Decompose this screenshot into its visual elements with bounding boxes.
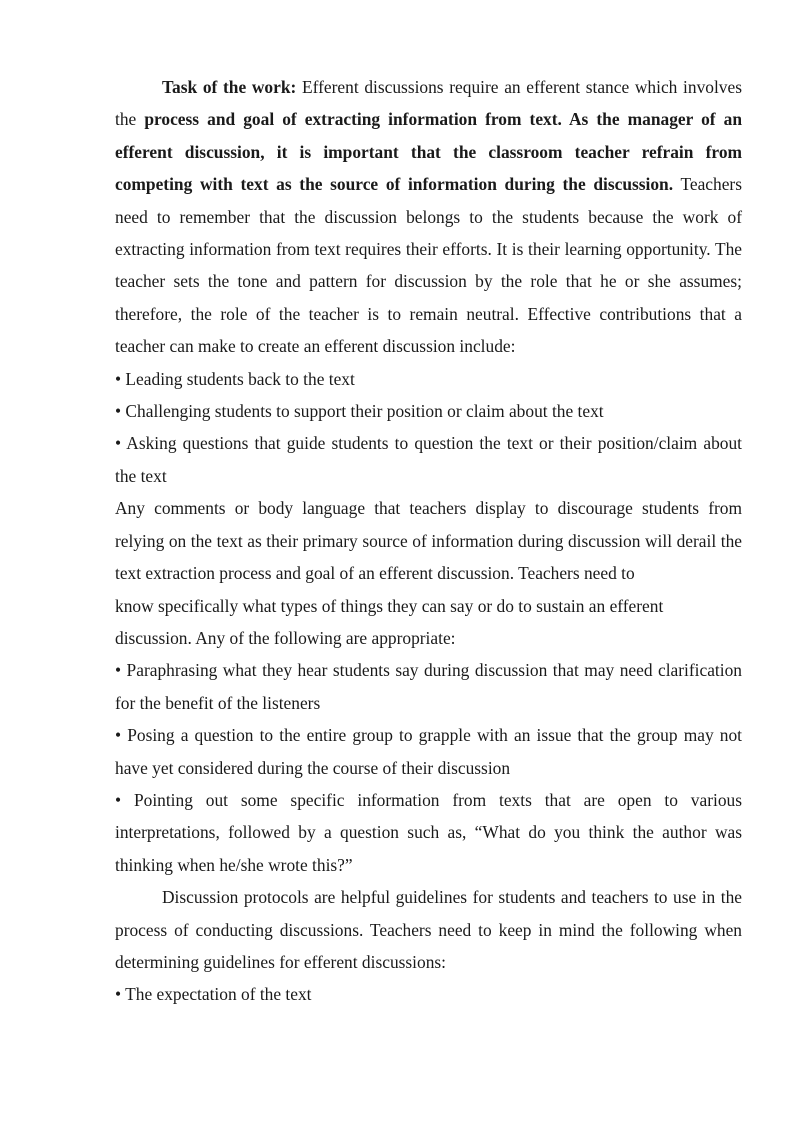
contribution-item: • Leading students back to the text: [115, 368, 355, 389]
appropriate-action-item: • Pointing out some specific information from texts that are open to various interpretations, followed by a question such as, “What do you think the author was thinking when he/she wrote this?”: [115, 789, 742, 875]
contribution-item: • Asking questions that guide students to question the text or their position/claim about the text: [115, 433, 742, 486]
sustain-discussion-paragraph: know specifically what types of things they can say or do to sustain an efferent discussion. Any of the following are appropriate:: [115, 595, 664, 648]
intro-text-c: Teachers need to remember that the discussion belongs to the students because the work of extracting information from text requires their efforts. It is their learning opportunity. The teacher sets the tone and pattern for discussion by the role that he or she assumes; therefore, the role of the teacher is to remain neutral. Effective contributions that a teacher can make to create an efferent discussion include:: [115, 174, 742, 357]
document-body: [115, 71, 742, 1011]
body-language-paragraph: Any comments or body language that teachers display to discourage students from relying on the text as their primary source of information during discussion will derail the text extraction process and goal of an efferent discussion. Teachers need to: [115, 498, 742, 584]
intro-bold-statement: process and goal of extracting information from text. As the manager of an efferent discussion, it is important that the classroom teacher refrain from competing with text as the source of information during the discussion.: [115, 109, 742, 195]
intro-text-a: Efferent discussions require an efferent stance which involves the: [115, 77, 742, 130]
appropriate-action-item: • Posing a question to the entire group to grapple with an issue that the group may not have yet considered during the course of their discussion: [115, 725, 742, 778]
task-heading: Task of the work:: [162, 77, 297, 97]
contribution-item: • Challenging students to support their position or claim about the text: [115, 401, 604, 422]
guideline-item: • The expectation of the text: [115, 984, 312, 1005]
intro-paragraph: [115, 71, 742, 363]
protocols-paragraph: Discussion protocols are helpful guidelines for students and teachers to use in the process of conducting discussions. Teachers need to keep in mind the following when determining guidelines for efferent discussions:: [115, 887, 742, 972]
appropriate-action-item: • Paraphrasing what they hear students say during discussion that may need clarification for the benefit of the listeners: [115, 660, 742, 713]
